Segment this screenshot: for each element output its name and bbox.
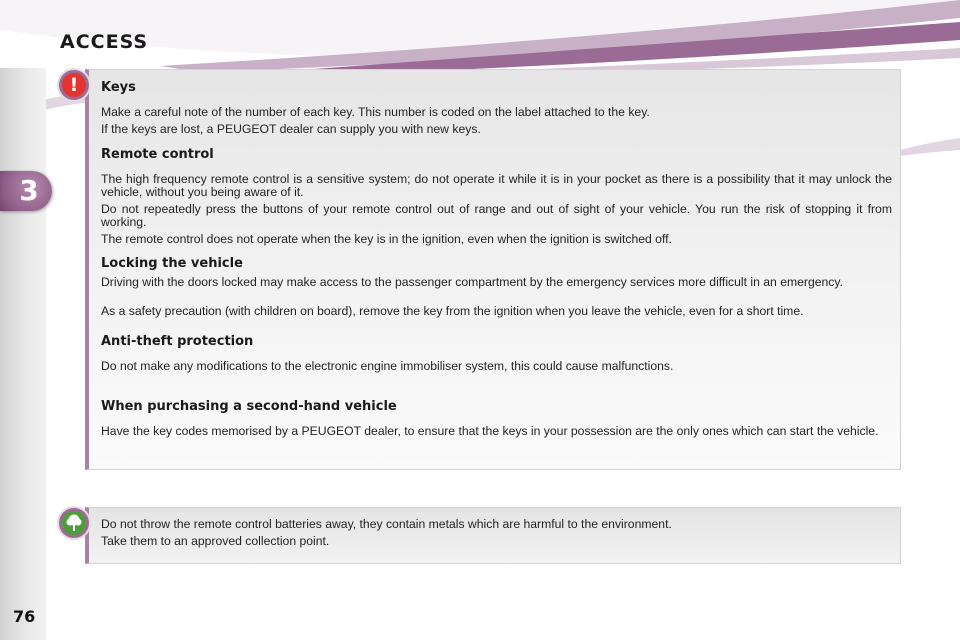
keys-paragraph: If the keys are lost, a PEUGEOT dealer can supply you with new keys. [101,122,481,136]
tree-icon [59,508,89,538]
anti-theft-heading: Anti-theft protection [101,334,254,349]
locking-heading: Locking the vehicle [101,256,243,271]
keys-paragraph: Make a careful note of the number of each key. This number is coded on the label attached to the key. [101,105,650,119]
locking-paragraph: As a safety precaution (with children on board), remove the key from the ignition when you leave the vehicle, even for a short time. [101,304,804,318]
section-title: ACCESS [60,31,149,53]
second-hand-heading: When purchasing a second-hand vehicle [101,399,397,414]
remote-control-paragraph: Do not repeatedly press the buttons of your remote control out of range and out of sight of your vehicle. You run the risk of stopping it from working. [101,202,892,229]
remote-control-paragraph: The remote control does not operate when the key is in the ignition, even when the ignition is switched off. [101,232,672,246]
locking-paragraph: Driving with the doors locked may make access to the passenger compartment by the emergency services more difficult in an emergency. [101,275,843,289]
second-hand-paragraph: Have the key codes memorised by a PEUGEOT dealer, to ensure that the keys in your possession are the only ones which can start the vehicle. [101,424,879,438]
remote-control-paragraph: The high frequency remote control is a sensitive system; do not operate it while it is in your pocket as there is a possibility that it may unlock the vehicle, without you being aware of it. [101,172,892,199]
chapter-tab[interactable]: 3 [0,171,52,211]
remote-control-heading: Remote control [101,147,214,162]
environment-paragraph: Do not throw the remote control batteries away, they contain metals which are harmful to the environment. [101,517,672,531]
tree-glyph [62,511,86,535]
chapter-sidebar [0,68,46,640]
exclamation-icon [59,70,89,100]
keys-heading: Keys [101,80,136,95]
anti-theft-paragraph: Do not make any modifications to the electronic engine immobiliser system, this could cause malfunctions. [101,359,674,373]
warning-badge-symbol: ! [62,73,86,97]
page-number: 76 [13,607,36,626]
environment-paragraph: Take them to an approved collection point. [101,534,330,548]
